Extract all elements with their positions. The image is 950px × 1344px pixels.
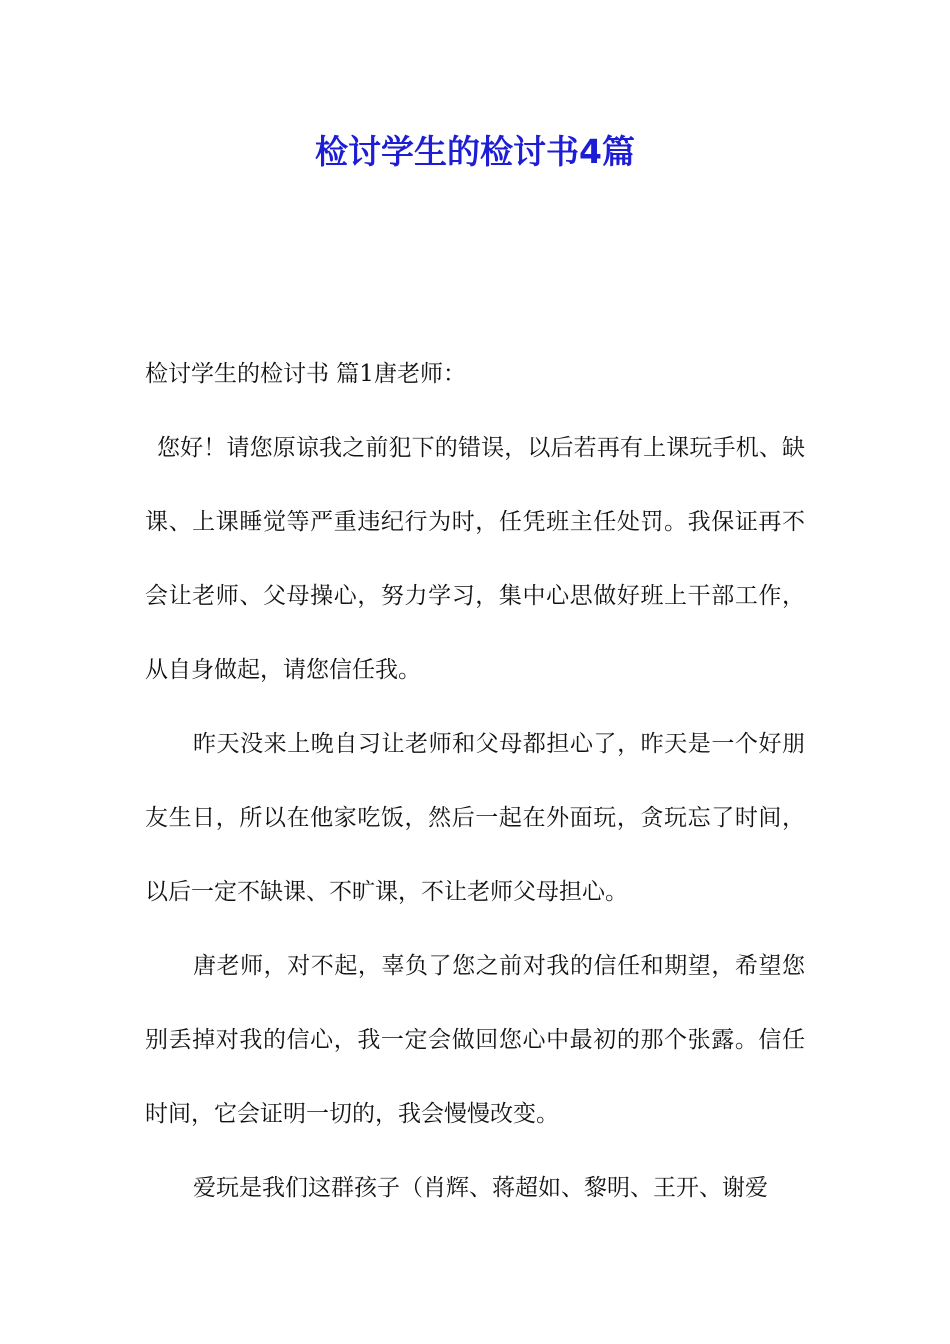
document-title: 检讨学生的检讨书4篇	[315, 132, 635, 171]
document-body	[145, 337, 805, 1225]
paragraph-1: 您好！请您原谅我之前犯下的错误，以后若再有上课玩手机、缺课、上课睡觉等严重违纪行为时，任凭班主任处罚。我保证再不会让老师、父母操心，努力学习，集中心思做好班上干部工作，从自身做起，请您信任我。	[145, 435, 805, 683]
paragraph-2: 昨天没来上晚自习让老师和父母都担心了，昨天是一个好朋友生日，所以在他家吃饭，然后一起在外面玩，贪玩忘了时间，以后一定不缺课、不旷课，不让老师父母担心。	[145, 731, 805, 905]
paragraph-4: 爱玩是我们这群孩子（肖辉、蒋超如、黎明、王开、谢爱	[193, 1175, 768, 1201]
paragraph-3: 唐老师，对不起，辜负了您之前对我的信任和期望，希望您别丢掉对我的信心，我一定会做回您心中最初的那个张露。信任时间，它会证明一切的，我会慢慢改变。	[145, 953, 805, 1127]
section-heading-line: 检讨学生的检讨书 篇1唐老师：	[145, 361, 466, 387]
